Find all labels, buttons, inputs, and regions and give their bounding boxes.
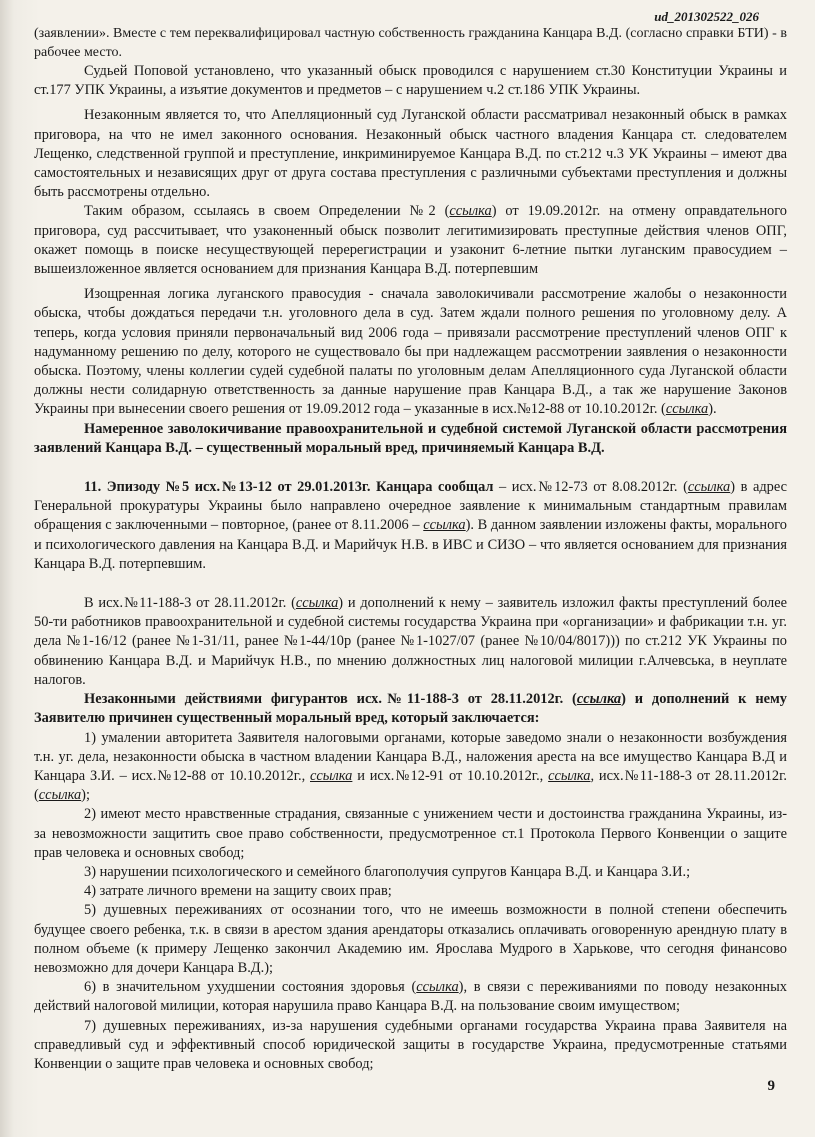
link-reference[interactable]: ссылка xyxy=(310,767,353,784)
paragraph-episode-5: 11. Эпизоду №5 исх.№13-12 от 29.01.2013г. Канцара сообщал – исх.№12-73 от 8.08.2012г. (ссылка) в адрес Генеральной прокуратуры Украины было направлено очередное заявление к минимальным стандартным правилам обращения с заключенными – повторное, (ранее от 8.11.2006 – ссылка). В данном заявлении изложены факты, морального и психологического давления на Канцара В.Д. и Марийчук Н.В. в ИВС и СИЗО – что является основанием для признания Канцара В.Д. потерпевшим. xyxy=(34,479,788,572)
list-item-3: 3) нарушении психологического и семейного благополучия супругов Канцара В.Д. и Канцара З.И.; xyxy=(84,863,691,880)
list-item-7: 7) душевных переживаниях, из-за нарушения судебными органами государства Украина права Заявителя на справедливый суд и эффективный способ юридической защиты в государстве Украина, предусмотренные статьями Конвенции о защите прав человека и основных свобод; xyxy=(34,1017,787,1072)
paragraph-continuation: (заявлении». Вместе с тем переквалифицировал частную собственность гражданина Канцара В.Д. (согласно справки БТИ) - в рабочее место. xyxy=(34,26,787,60)
list-item-2: 2) имеют место нравственные страдания, связанные с унижением чести и достоинства гражданина Украины, из-за невозможности защитить свое право собственности, предусмотренное ст.1 Протокола Первого Конвенции о защите прав человека и основных свобод; xyxy=(34,806,787,861)
link-reference[interactable]: ссылка xyxy=(295,595,339,612)
list-item-1: 1) умалении авторитета Заявителя налоговыми органами, которые заведомо знали о незаконности возбуждения т.н. уг. дела, незаконности обыска в частном владении Канцара В.Д., наложения ареста на все имущество Канцара В.Д и Канцара З.И. – исх.№12-88 от 10.10.2012г., ссылка и исх.№12-91 от 10.10.2012г., ссылка, исх.№11-188-3 от 28.11.2012г. (ссылка); xyxy=(34,729,787,804)
list-item-6: 6) в значительном ухудшении состояния здоровья (ссылка), в связи с переживаниями по поводу незаконных действий налоговой милиции, которая нарушила право Канцара В.Д. на пользование своим имуществом; xyxy=(34,979,787,1015)
link-reference[interactable]: ссылка xyxy=(576,691,622,708)
list-item-5: 5) душевных переживаниях от осознании того, что не имеешь возможности в полной степени обеспечить будущее своего ребенка, т.к. в связи в арестом здания арендаторы отказались оплачивать оговоренную арендную плату в полном объеме (к примеру Лещенко закончил Академию им. Ярослава Мудрого в Харькове, что сегодня финансово невозможно для дочери Канцара В.Д.); xyxy=(34,902,787,976)
paragraph-definition-2: Таким образом, ссылаясь в своем Определении №2 (ссылка) от 19.09.2012г. на отмену оправдательного приговора, суд рассчитывает, что узаконенный обыск позволит легитимизировать преступные действия членов ОПГ, окажет помощь в поиске несуществующей перерегистрации и узаконит 6-летние пытки луганским правосудием – вышеизложенное является основанием для признания Канцара В.Д. потерпевшим xyxy=(34,203,787,278)
link-reference[interactable]: ссылка xyxy=(38,787,82,804)
paragraph-harm-heading: Незаконными действиями фигурантов исх.№11-188-3 от 28.11.2012г. (ссылка) и дополнений к нему Заявителю причинен существенный моральный вред, который заключается: xyxy=(34,691,788,727)
paragraph-illegal-search: Незаконным является то, что Апелляционный суд Луганской области рассматривал незаконный обыск в рамках приговора, на что не имел законного основания. Незаконный обыск частного владения Канцара ст. следователем Лещенко, следственной группой и преступление, инкриминируемое Канцара В.Д. по ст.212 ч.3 УК Украины – имеют два самостоятельных и независящих друг от друга состава преступления с различными субъектами преступления и должны быть рассмотрены отдельно. xyxy=(34,107,787,201)
paragraph-ref-11-188-3: В исх.№11-188-3 от 28.11.2012г. (ссылка) и дополнений к нему – заявитель изложил факты преступлений более 50-ти работников правоохранительной и судебной системы государства Украина при «организации» и фабрикации т.н. уг. дела №1-16/12 (ранее №1-31/11, ранее №1-44/10р (ранее №1-1027/07 (ранее №10/04/8017))) по ст.212 УК Украины по обвинению Канцара В.Д. и Марийчук Н.В., по мнению должностных лиц налоговой милиции г.Алчевська, в неуплате налогов. xyxy=(34,595,788,688)
list-item-4: 4) затрате личного времени на защиту своих прав; xyxy=(84,883,392,900)
link-reference[interactable]: ссылка xyxy=(687,479,731,496)
link-reference[interactable]: ссылка xyxy=(449,203,492,220)
paragraph-emphasis: Намеренное заволокичивание правоохранительной и судебной системой Луганской области рассмотрения заявлений Канцара В.Д. – существенный моральный вред, причиняемый Канцара В.Д. xyxy=(34,420,787,456)
link-reference[interactable]: ссылка xyxy=(548,767,591,784)
link-reference[interactable]: ссылка xyxy=(423,517,466,534)
page-number: 9 xyxy=(767,1078,775,1094)
paragraph-logic: Изощренная логика луганского правосудия - сначала заволокичивали рассмотрение жалобы о незаконности обыска, чтобы дождаться передачи т.н. уголовного дела в суд. Затем ждали полного решения по уголовному делу. А теперь, когда условия приняли первоначальный вид 2006 года – привязали рассмотрение преступлений членов ОПГ к надуманному решению по делу, которого не существовало бы при надлежащем рассмотрении заявления о незаконности обыска. Поэтому, члены коллегии судей судебной палаты по уголовным делам Апелляционного суда Луганской области должны нести солидарную ответственность за данные нарушение прав Канцара В.Д., а так же нарушение Законов Украины при вынесении своего решения от 19.09.2012 года – указанные в исх.№12-88 от 10.10.2012г. (ссылка). xyxy=(34,286,787,418)
link-reference[interactable]: ссылка xyxy=(416,979,459,996)
document-id: ud_201302522_026 xyxy=(654,9,759,24)
paragraph-popova: Судьей Поповой установлено, что указанный обыск проводился с нарушением ст.30 Конституции Украины и ст.177 УПК Украины, а изъятие документов и предметов – с нарушением ч.2 ст.186 УПК Украины. xyxy=(34,63,787,99)
link-reference[interactable]: ссылка xyxy=(665,401,709,418)
